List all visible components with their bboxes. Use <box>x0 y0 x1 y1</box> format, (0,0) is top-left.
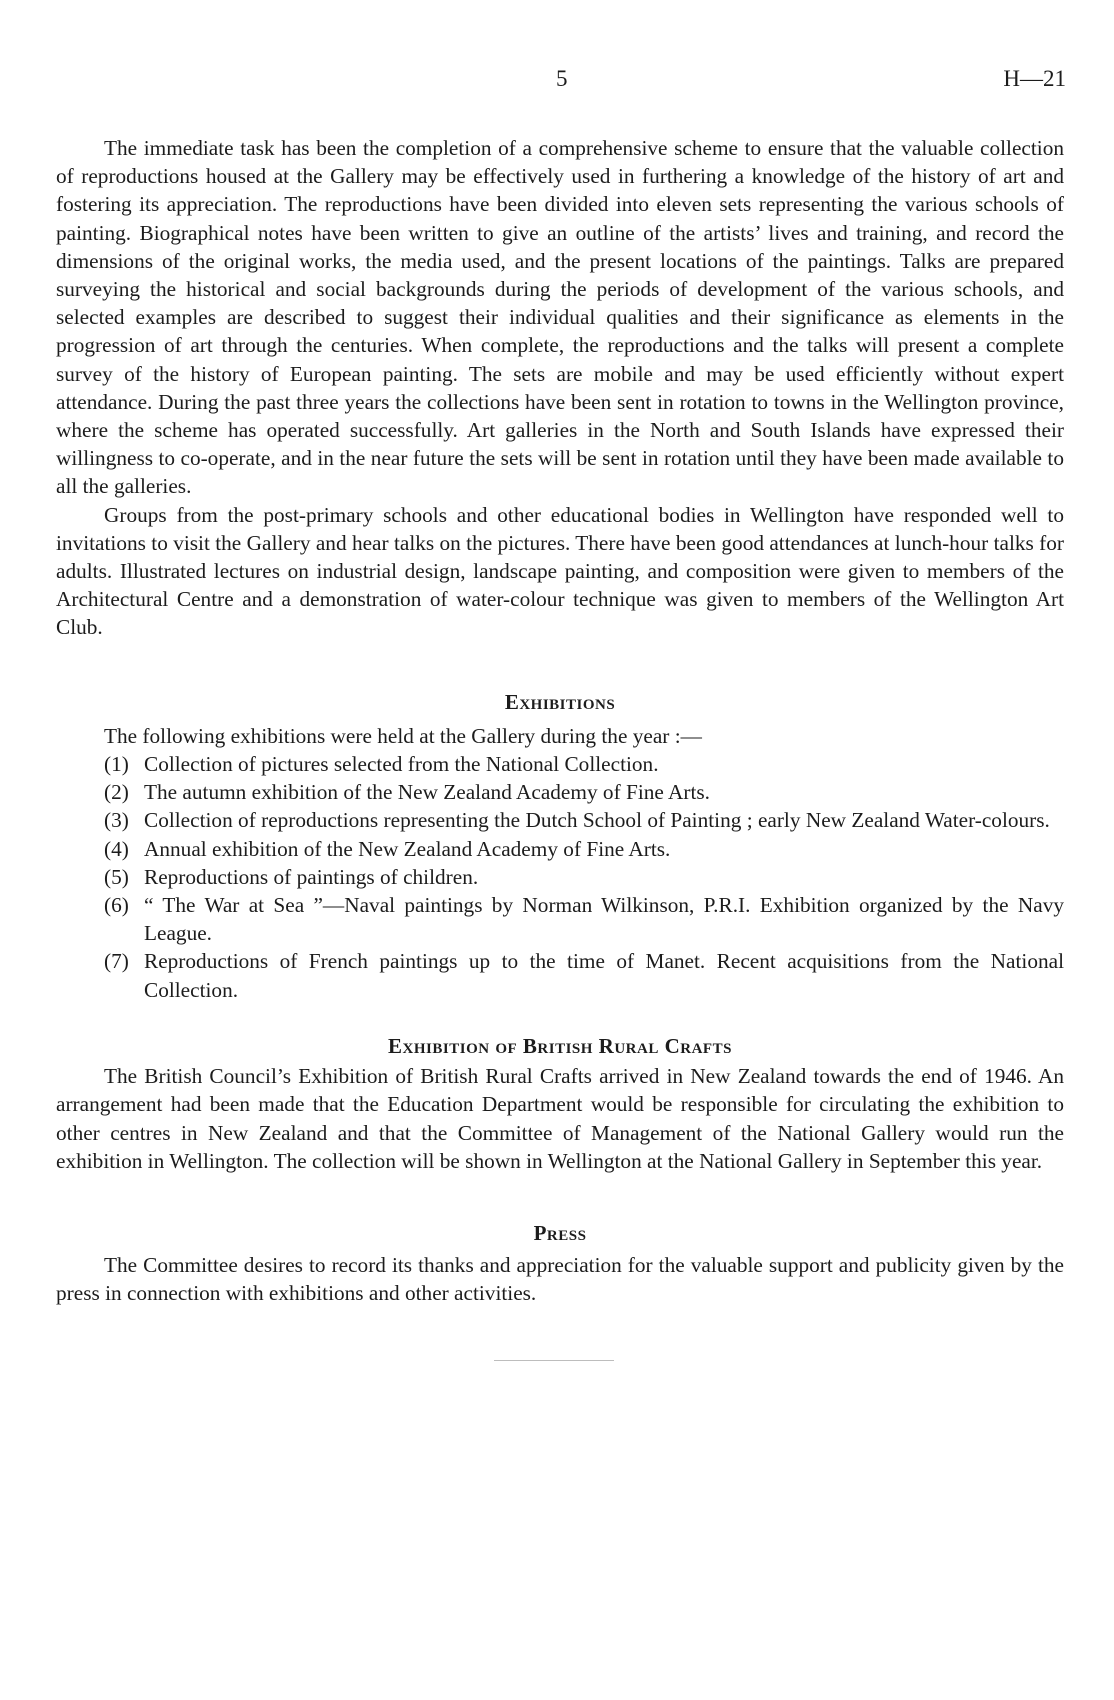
page-header <box>0 66 1114 96</box>
paragraph-press: The Committee desires to record its thanks and appreciation for the valuable support and publicity given by the press in connection with exhibitions and other activities. <box>56 1253 1064 1306</box>
list-item <box>56 947 1064 1003</box>
list-item-number: (3) <box>104 808 129 833</box>
list-item-text: Reproductions of paintings of children. <box>144 864 479 889</box>
list-item <box>56 750 1064 778</box>
list-item-number: (4) <box>104 836 129 861</box>
page-number: 5 <box>556 66 568 91</box>
list-item <box>56 778 1064 806</box>
rural-crafts-heading: Exhibition of British Rural Crafts <box>388 1033 732 1058</box>
list-item <box>56 835 1064 863</box>
list-item-text: “ The War at Sea ”—Naval paintings by Norman Wilkinson, P.R.I. Exhibition organized by the Navy League. <box>144 893 1064 946</box>
list-item-number: (1) <box>104 752 129 777</box>
press-heading: Press <box>533 1220 587 1245</box>
list-item-number: (5) <box>104 864 129 889</box>
list-item-text: Annual exhibition of the New Zealand Academy of Fine Arts. <box>144 836 671 861</box>
list-item <box>56 863 1064 891</box>
end-rule <box>494 1360 614 1361</box>
exhibitions-heading: Exhibitions <box>504 689 616 714</box>
list-item <box>56 891 1064 947</box>
list-item-text: The autumn exhibition of the New Zealand Academy of Fine Arts. <box>144 780 710 805</box>
list-item-text: Reproductions of French paintings up to the time of Manet. Recent acquisitions from the National Collection. <box>144 949 1064 1002</box>
list-item-number: (6) <box>104 893 129 918</box>
paragraph-rural-crafts: The British Council’s Exhibition of British Rural Crafts arrived in New Zealand towards the end of 1946. An arrangement had been made that the Education Department would be responsible for circulating the exhibition to other centres in New Zealand and that the Committee of Management of the National Gallery would run the exhibition in Wellington. The collection will be shown in Wellington at the National Gallery in September this year. <box>56 1064 1064 1173</box>
exhibitions-list <box>56 750 1064 1004</box>
document-body <box>56 134 1064 1308</box>
document-reference: H—21 <box>1003 66 1066 91</box>
list-item-number: (2) <box>104 780 129 805</box>
list-item-text: Collection of pictures selected from the National Collection. <box>144 752 659 777</box>
list-item-text: Collection of reproductions representing the Dutch School of Painting ; early New Zealand Water-colours. <box>144 808 1050 833</box>
list-item <box>56 806 1064 834</box>
paragraph-reproductions-scheme: The immediate task has been the completion of a comprehensive scheme to ensure that the valuable collection of reproductions housed at the Gallery may be effectively used in furthering a knowledge of the history of art and fostering its appreciation. The reproductions have been divided into eleven sets representing the various schools of painting. Biographical notes have been written to give an outline of the artists’ lives and training, and record the dimensions of the original works, the media used, and the present locations of the paintings. Talks are prepared surveying the historical and social backgrounds during the periods of development of the various schools, and selected examples are described to suggest their individual qualities and their significance as elements in the progression of art through the centuries. When complete, the reproductions and the talks will present a complete survey of the history of European painting. The sets are mobile and may be used efficiently without expert attendance. During the past three years the collections have been sent in rotation to towns in the Wellington province, where the scheme has operated successfully. Art galleries in the North and South Islands have expressed their willingness to co-operate, and in the near future the sets will be sent in rotation until they have been made available to all the galleries. <box>56 136 1064 499</box>
paragraph-groups-talks: Groups from the post-primary schools and other educational bodies in Wellington have responded well to invitations to visit the Gallery and hear talks on the pictures. There have been good attendances at lunch-hour talks for adults. Illustrated lectures on industrial design, landscape painting, and composition were given to members of the Architectural Centre and a demonstration of water-colour technique was given to members of the Wellington Art Club. <box>56 502 1064 640</box>
list-item-number: (7) <box>104 949 129 974</box>
exhibitions-intro: The following exhibitions were held at the Gallery during the year :— <box>104 723 702 748</box>
